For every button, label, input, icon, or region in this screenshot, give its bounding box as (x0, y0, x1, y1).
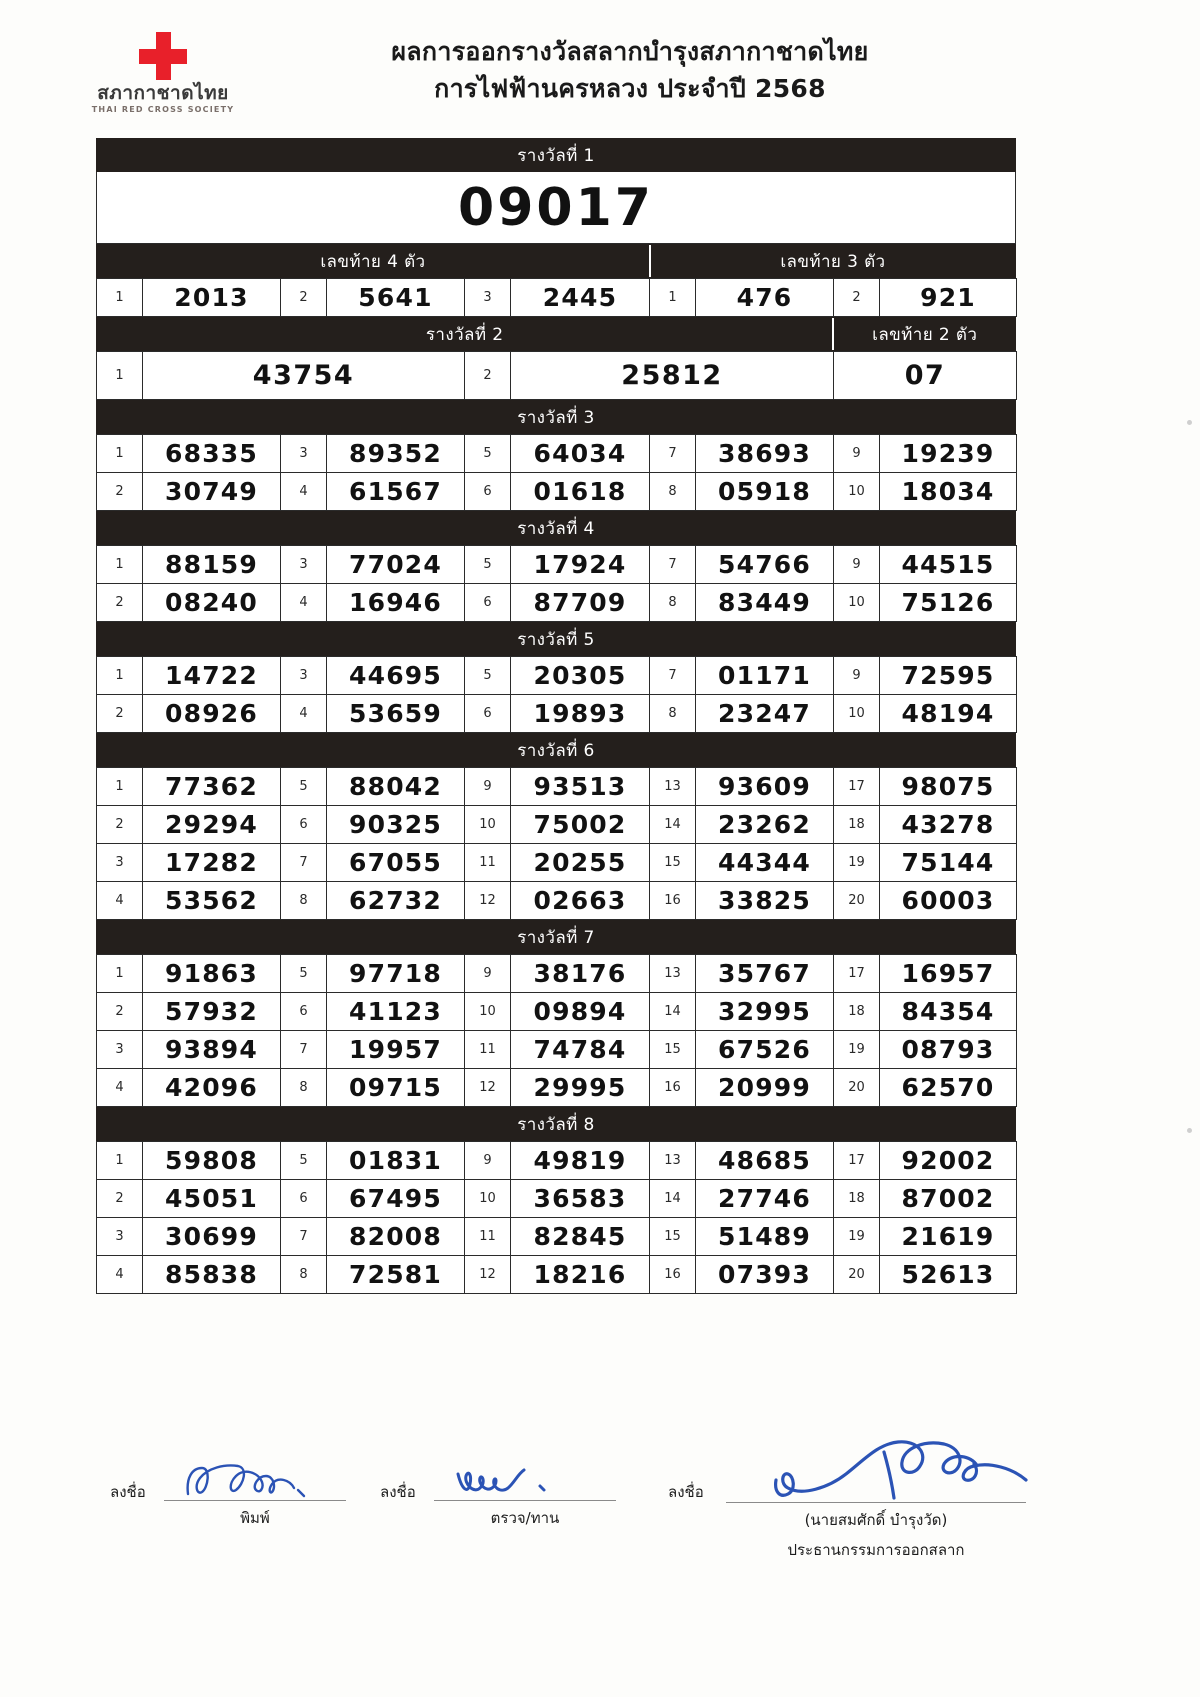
cell-value: 93513 (511, 768, 650, 806)
cell-value: 48194 (880, 695, 1017, 733)
cell-value: 25812 (511, 352, 834, 400)
cell-value: 44515 (880, 546, 1017, 584)
cell-value: 32995 (696, 993, 834, 1031)
cell-value: 08926 (143, 695, 281, 733)
cell-value: 49819 (511, 1142, 650, 1180)
cell-index: 3 (97, 1218, 143, 1256)
signature-footer (96, 1452, 1056, 1632)
cell-value: 97718 (327, 955, 465, 993)
cell-value: 87002 (880, 1180, 1017, 1218)
cell-value: 61567 (327, 473, 465, 511)
last-digits-band (96, 244, 1016, 278)
cell-index: 17 (834, 768, 880, 806)
cell-index: 18 (834, 1180, 880, 1218)
cell-index: 10 (834, 473, 880, 511)
cell-index: 6 (281, 806, 327, 844)
cell-index: 7 (281, 1218, 327, 1256)
cell-index: 15 (650, 1218, 696, 1256)
cell-value: 33825 (696, 882, 834, 920)
table-row (97, 657, 1017, 695)
page-title (250, 34, 1010, 108)
prize-4-table (96, 545, 1017, 622)
table-row (97, 1142, 1017, 1180)
prize-2-band: รางวัลที่ 2 (425, 325, 504, 345)
table-row (97, 1180, 1017, 1218)
cell-value: 74784 (511, 1031, 650, 1069)
cell-value: 02663 (511, 882, 650, 920)
cell-value: 53562 (143, 882, 281, 920)
cell-value: 72595 (880, 657, 1017, 695)
cell-value: 38693 (696, 435, 834, 473)
cell-value: 91863 (143, 955, 281, 993)
cell-index: 1 (97, 546, 143, 584)
cell-index: 2 (97, 695, 143, 733)
cell-index: 4 (97, 1256, 143, 1294)
cell-value: 90325 (327, 806, 465, 844)
cell-value: 67526 (696, 1031, 834, 1069)
cell-value: 01831 (327, 1142, 465, 1180)
prize-1-number-cell (96, 172, 1016, 244)
cell-index: 20 (834, 1256, 880, 1294)
table-row (97, 1256, 1017, 1294)
document-header (0, 0, 1200, 132)
table-row (97, 584, 1017, 622)
cell-value: 19239 (880, 435, 1017, 473)
table-row (97, 1031, 1017, 1069)
title-line-2: การไฟฟ้านครหลวง ประจำปี 2568 (434, 74, 826, 104)
cell-index: 1 (650, 279, 696, 317)
table-row (97, 844, 1017, 882)
cell-index: 4 (97, 882, 143, 920)
prize-3-band: รางวัลที่ 3 (96, 400, 1016, 434)
last-digits-table (96, 278, 1017, 317)
prize-4-band: รางวัลที่ 4 (96, 511, 1016, 545)
cell-value: 83449 (696, 584, 834, 622)
cell-index: 11 (465, 1218, 511, 1256)
cell-value: 84354 (880, 993, 1017, 1031)
cell-value: 89352 (327, 435, 465, 473)
cell-index: 4 (281, 695, 327, 733)
cell-index: 13 (650, 955, 696, 993)
title-line-1: ผลการออกรางวัลสลากบำรุงสภากาชาดไทย (391, 37, 869, 66)
sign-label-3: ลงชื่อ (668, 1483, 704, 1501)
table-row (97, 806, 1017, 844)
cell-index: 2 (281, 279, 327, 317)
cell-index: 6 (281, 1180, 327, 1218)
thai-red-cross-logo (88, 32, 238, 114)
cell-value: 921 (880, 279, 1017, 317)
cell-value: 05918 (696, 473, 834, 511)
cell-index: 8 (281, 882, 327, 920)
cell-index: 7 (281, 1031, 327, 1069)
cell-index: 5 (281, 768, 327, 806)
cell-value: 08240 (143, 584, 281, 622)
cell-index: 10 (834, 584, 880, 622)
cell-index: 1 (97, 1142, 143, 1180)
cell-value: 23262 (696, 806, 834, 844)
cell-value: 62570 (880, 1069, 1017, 1107)
last-2-digits-band: เลขท้าย 2 ตัว (832, 318, 1015, 350)
cell-index: 9 (465, 955, 511, 993)
cell-index: 2 (97, 806, 143, 844)
cell-index: 1 (97, 657, 143, 695)
cell-value: 16946 (327, 584, 465, 622)
cell-index: 11 (465, 844, 511, 882)
table-row (97, 473, 1017, 511)
cell-value: 77024 (327, 546, 465, 584)
table-row (97, 546, 1017, 584)
cell-index: 19 (834, 1218, 880, 1256)
cell-index: 4 (281, 584, 327, 622)
cell-value: 88042 (327, 768, 465, 806)
cell-index: 3 (281, 546, 327, 584)
cell-index: 7 (650, 435, 696, 473)
table-row (97, 768, 1017, 806)
cell-index: 9 (834, 435, 880, 473)
red-cross-icon (139, 32, 187, 80)
cell-value: 23247 (696, 695, 834, 733)
cell-value: 27746 (696, 1180, 834, 1218)
cell-index: 2 (465, 352, 511, 400)
cell-value: 87709 (511, 584, 650, 622)
cell-value: 44695 (327, 657, 465, 695)
cell-index: 1 (97, 279, 143, 317)
cell-value: 75126 (880, 584, 1017, 622)
cell-index: 4 (281, 473, 327, 511)
cell-value: 98075 (880, 768, 1017, 806)
cell-index: 13 (650, 768, 696, 806)
cell-index: 4 (97, 1069, 143, 1107)
cell-value: 43278 (880, 806, 1017, 844)
cell-index: 18 (834, 993, 880, 1031)
cell-value: 45051 (143, 1180, 281, 1218)
sign-caption-2: ตรวจ/ทาน (490, 1509, 560, 1527)
cell-index: 6 (465, 695, 511, 733)
cell-index: 17 (834, 1142, 880, 1180)
logo-thai-name: สภากาชาดไทย (97, 82, 229, 104)
cell-value: 64034 (511, 435, 650, 473)
cell-index: 19 (834, 844, 880, 882)
cell-value: 18034 (880, 473, 1017, 511)
table-row (97, 352, 1017, 400)
cell-index: 16 (650, 1256, 696, 1294)
cell-index: 10 (465, 806, 511, 844)
cell-index: 9 (465, 1142, 511, 1180)
cell-value: 29995 (511, 1069, 650, 1107)
cell-index: 10 (465, 1180, 511, 1218)
cell-value: 48685 (696, 1142, 834, 1180)
last-3-digits-band: เลขท้าย 3 ตัว (649, 245, 1015, 277)
cell-value: 20999 (696, 1069, 834, 1107)
cell-value: 5641 (327, 279, 465, 317)
cell-value: 68335 (143, 435, 281, 473)
cell-value: 60003 (880, 882, 1017, 920)
cell-index: 20 (834, 1069, 880, 1107)
cell-index: 1 (97, 768, 143, 806)
last-4-digits-band: เลขท้าย 4 ตัว (320, 252, 426, 272)
cell-index: 5 (281, 955, 327, 993)
table-row (97, 695, 1017, 733)
cell-index: 12 (465, 1069, 511, 1107)
cell-value: 67055 (327, 844, 465, 882)
cell-index: 11 (465, 1031, 511, 1069)
cell-value: 57932 (143, 993, 281, 1031)
handwritten-signature-3 (768, 1436, 1038, 1508)
cell-index: 2 (97, 1180, 143, 1218)
cell-index: 1 (97, 955, 143, 993)
cell-value: 30699 (143, 1218, 281, 1256)
cell-value: 08793 (880, 1031, 1017, 1069)
prize-8-table (96, 1141, 1017, 1294)
cell-value: 35767 (696, 955, 834, 993)
cell-value: 67495 (327, 1180, 465, 1218)
cell-index: 2 (97, 584, 143, 622)
sign-title-3: ประธานกรรมการออกสลาก (787, 1541, 965, 1559)
cell-index: 3 (281, 657, 327, 695)
cell-index: 8 (650, 584, 696, 622)
cell-value: 82008 (327, 1218, 465, 1256)
prize-2-table (96, 351, 1017, 400)
cell-index: 17 (834, 955, 880, 993)
cell-value: 476 (696, 279, 834, 317)
cell-value: 17924 (511, 546, 650, 584)
table-row (97, 435, 1017, 473)
sign-label-1: ลงชื่อ (110, 1483, 146, 1501)
cell-value: 17282 (143, 844, 281, 882)
cell-index: 6 (281, 993, 327, 1031)
prize-3-table (96, 434, 1017, 511)
cell-value: 01171 (696, 657, 834, 695)
cell-value: 07393 (696, 1256, 834, 1294)
cell-value: 01618 (511, 473, 650, 511)
cell-index: 16 (650, 1069, 696, 1107)
cell-value: 93609 (696, 768, 834, 806)
cell-value: 2013 (143, 279, 281, 317)
cell-index: 3 (97, 1031, 143, 1069)
cell-index: 10 (465, 993, 511, 1031)
cell-value: 51489 (696, 1218, 834, 1256)
cell-value: 75144 (880, 844, 1017, 882)
cell-index: 7 (281, 844, 327, 882)
cell-value: 18216 (511, 1256, 650, 1294)
handwritten-signature-2 (452, 1460, 572, 1504)
cell-index: 9 (465, 768, 511, 806)
cell-value: 53659 (327, 695, 465, 733)
cell-index: 14 (650, 993, 696, 1031)
cell-value: 75002 (511, 806, 650, 844)
cell-value: 09715 (327, 1069, 465, 1107)
cell-value: 36583 (511, 1180, 650, 1218)
table-row (97, 993, 1017, 1031)
table-row (97, 279, 1017, 317)
scan-artifact (1187, 1128, 1192, 1133)
cell-index: 15 (650, 844, 696, 882)
prize-8-band: รางวัลที่ 8 (96, 1107, 1016, 1141)
cell-value: 85838 (143, 1256, 281, 1294)
cell-index: 18 (834, 806, 880, 844)
cell-value: 14722 (143, 657, 281, 695)
prize-7-band: รางวัลที่ 7 (96, 920, 1016, 954)
prize-5-table (96, 656, 1017, 733)
prize-2-band-row (96, 317, 1016, 351)
cell-index: 2 (97, 473, 143, 511)
scan-artifact (1187, 420, 1192, 425)
cell-index: 5 (465, 546, 511, 584)
cell-value: 52613 (880, 1256, 1017, 1294)
cell-index: 3 (97, 844, 143, 882)
cell-index: 5 (281, 1142, 327, 1180)
cell-index: 9 (834, 546, 880, 584)
cell-value: 41123 (327, 993, 465, 1031)
prize-1-number: 09017 (458, 178, 654, 238)
cell-index: 1 (97, 352, 143, 400)
cell-index: 8 (650, 473, 696, 511)
cell-index: 2 (834, 279, 880, 317)
cell-value: 62732 (327, 882, 465, 920)
cell-index: 8 (281, 1256, 327, 1294)
cell-index: 3 (281, 435, 327, 473)
table-row (97, 1069, 1017, 1107)
cell-value: 30749 (143, 473, 281, 511)
cell-value: 88159 (143, 546, 281, 584)
cell-index: 5 (465, 435, 511, 473)
cell-index: 8 (650, 695, 696, 733)
cell-index: 7 (650, 657, 696, 695)
cell-value: 42096 (143, 1069, 281, 1107)
table-row (97, 1218, 1017, 1256)
prize-6-band: รางวัลที่ 6 (96, 733, 1016, 767)
table-row (97, 955, 1017, 993)
cell-index: 5 (465, 657, 511, 695)
cell-value: 77362 (143, 768, 281, 806)
cell-index: 6 (465, 473, 511, 511)
prize-1-band: รางวัลที่ 1 (96, 138, 1016, 172)
cell-index: 16 (650, 882, 696, 920)
cell-value: 16957 (880, 955, 1017, 993)
cell-value: 2445 (511, 279, 650, 317)
cell-value: 19893 (511, 695, 650, 733)
logo-english-name: THAI RED CROSS SOCIETY (91, 104, 235, 114)
cell-index: 20 (834, 882, 880, 920)
cell-value: 19957 (327, 1031, 465, 1069)
cell-index: 2 (97, 993, 143, 1031)
prize-6-table (96, 767, 1017, 920)
prize-7-table (96, 954, 1017, 1107)
cell-value: 38176 (511, 955, 650, 993)
cell-index: 13 (650, 1142, 696, 1180)
cell-value: 29294 (143, 806, 281, 844)
cell-index: 14 (650, 806, 696, 844)
cell-index: 6 (465, 584, 511, 622)
cell-value: 20255 (511, 844, 650, 882)
cell-index: 7 (650, 546, 696, 584)
cell-value: 21619 (880, 1218, 1017, 1256)
cell-value: 44344 (696, 844, 834, 882)
cell-index: 3 (465, 279, 511, 317)
cell-index: 14 (650, 1180, 696, 1218)
cell-index: 12 (465, 882, 511, 920)
cell-value: 93894 (143, 1031, 281, 1069)
cell-index: 19 (834, 1031, 880, 1069)
results-sheet (96, 138, 1016, 1294)
sign-name-3: (นายสมศักดิ์ บำรุงวัด) (804, 1511, 948, 1529)
cell-index: 9 (834, 657, 880, 695)
prize-5-band: รางวัลที่ 5 (96, 622, 1016, 656)
cell-index: 15 (650, 1031, 696, 1069)
cell-value: 43754 (143, 352, 465, 400)
cell-index: 10 (834, 695, 880, 733)
cell-value: 20305 (511, 657, 650, 695)
cell-value-2digit: 07 (834, 352, 1017, 400)
cell-value: 82845 (511, 1218, 650, 1256)
cell-value: 59808 (143, 1142, 281, 1180)
table-row (97, 882, 1017, 920)
cell-value: 54766 (696, 546, 834, 584)
cell-index: 12 (465, 1256, 511, 1294)
cell-value: 72581 (327, 1256, 465, 1294)
cell-index: 1 (97, 435, 143, 473)
cell-index: 8 (281, 1069, 327, 1107)
cell-value: 09894 (511, 993, 650, 1031)
handwritten-signature-1 (178, 1458, 328, 1504)
sign-label-2: ลงชื่อ (380, 1483, 416, 1501)
cell-value: 92002 (880, 1142, 1017, 1180)
sign-caption-1: พิมพ์ (240, 1509, 270, 1527)
